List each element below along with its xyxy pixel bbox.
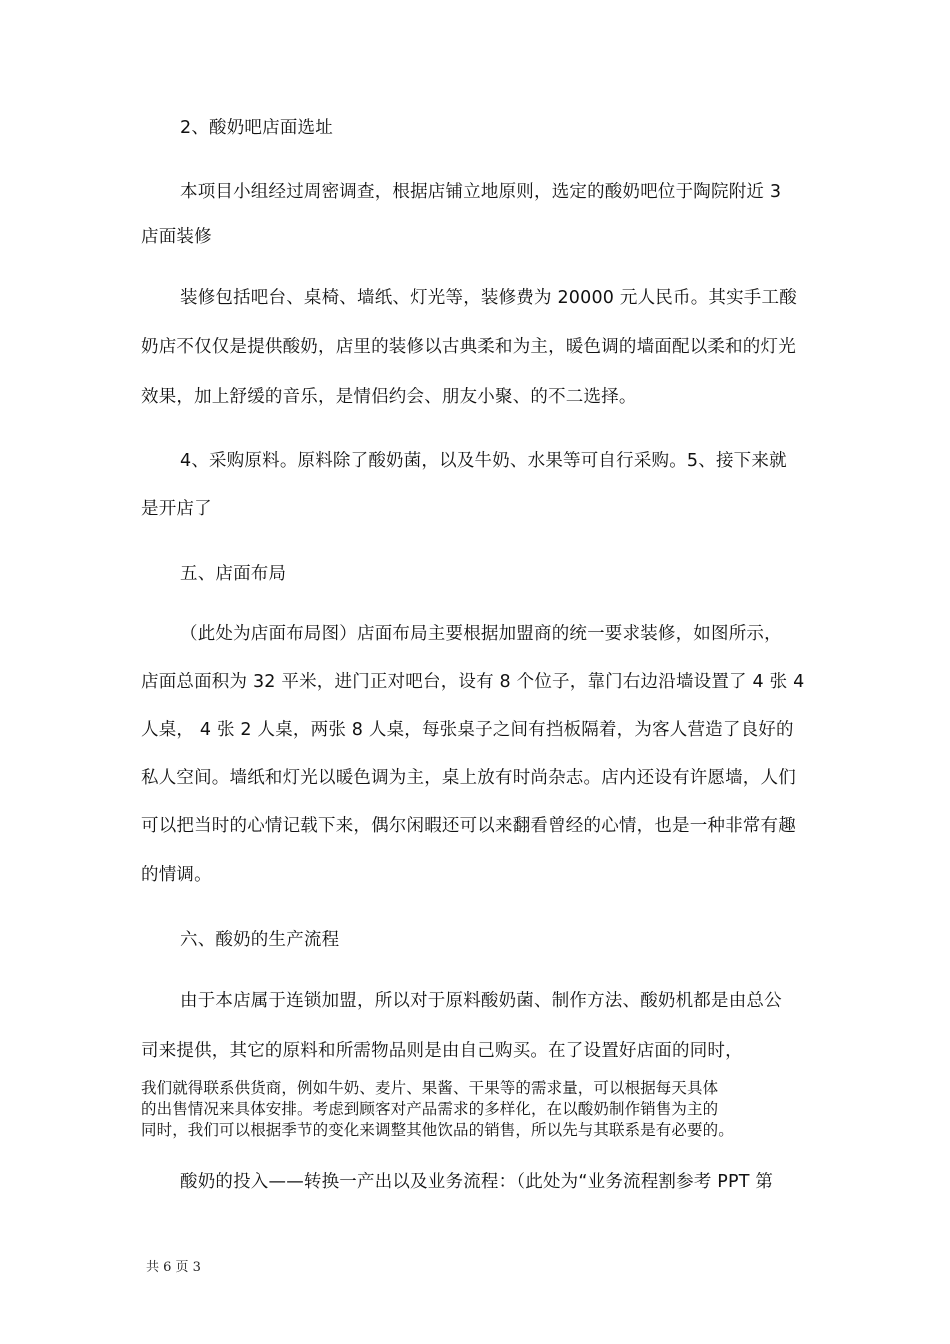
paragraph-line: 店面总面积为 32 平米，进门正对吧台，设有 8 个位子，靠门右边沿墙设置了 4 张 4 — [141, 672, 805, 692]
paragraph-line: 的情调。 — [141, 865, 212, 885]
paragraph-line: 私人空间。墙纸和灯光以暖色调为主，桌上放有时尚杂志。店内还设有许愿墙，人们 — [141, 768, 796, 788]
paragraph-line: 店面装修 — [141, 227, 212, 247]
paragraph-line: 的出售情况来具体安排。考虑到顾客对产品需求的多样化，在以酸奶制作销售为主的 — [141, 1100, 719, 1118]
paragraph-line: 装修包括吧台、桌椅、墙纸、灯光等，装修费为 20000 元人民币。其实手工酸 — [180, 288, 797, 308]
paragraph-line: （此处为店面布局图）店面布局主要根据加盟商的统一要求装修，如图所示， — [180, 624, 782, 644]
paragraph-line: 司来提供，其它的原料和所需物品则是由自己购买。在了设置好店面的同时， — [141, 1041, 743, 1061]
paragraph-line: 本项目小组经过周密调查，根据店铺立地原则，选定的酸奶吧位于陶院附近 3 — [180, 182, 782, 202]
paragraph-line: 我们就得联系供货商，例如牛奶、麦片、果酱、干果等的需求量，可以根据每天具体 — [141, 1079, 719, 1097]
paragraph-line: 是开店了 — [141, 499, 212, 519]
page-number: 共 6 页 3 — [146, 1260, 201, 1275]
paragraph-line: 酸奶的投入——转换一产出以及业务流程：（此处为“业务流程割参考 PPT 第 — [180, 1172, 774, 1192]
paragraph-line: 奶店不仅仅是提供酸奶，店里的装修以古典柔和为主，暖色调的墙面配以柔和的灯光 — [141, 337, 796, 357]
paragraph-line: 人桌， 4 张 2 人桌，两张 8 人桌，每张桌子之间有挡板隔着，为客人营造了良好的 — [141, 720, 794, 740]
paragraph-line: 由于本店属于连锁加盟，所以对于原料酸奶菌、制作方法、酸奶机都是由总公 — [180, 991, 782, 1011]
section-heading: 六、酸奶的生产流程 — [180, 930, 340, 950]
paragraph-line: 可以把当时的心情记载下来，偶尔闲暇还可以来翻看曾经的心情，也是一种非常有趣 — [141, 816, 796, 836]
paragraph-line: 效果，加上舒缓的音乐，是情侣约会、朋友小聚、的不二选择。 — [141, 387, 637, 407]
paragraph-line: 4、采购原料。原料除了酸奶菌，以及牛奶、水果等可自行采购。5、接下来就 — [180, 451, 787, 471]
section-heading: 五、店面布局 — [180, 564, 287, 584]
section-heading: 2、酸奶吧店面选址 — [180, 118, 333, 138]
paragraph-line: 同时，我们可以根据季节的变化来调整其他饮品的销售，所以先与其联系是有必要的。 — [141, 1121, 734, 1139]
